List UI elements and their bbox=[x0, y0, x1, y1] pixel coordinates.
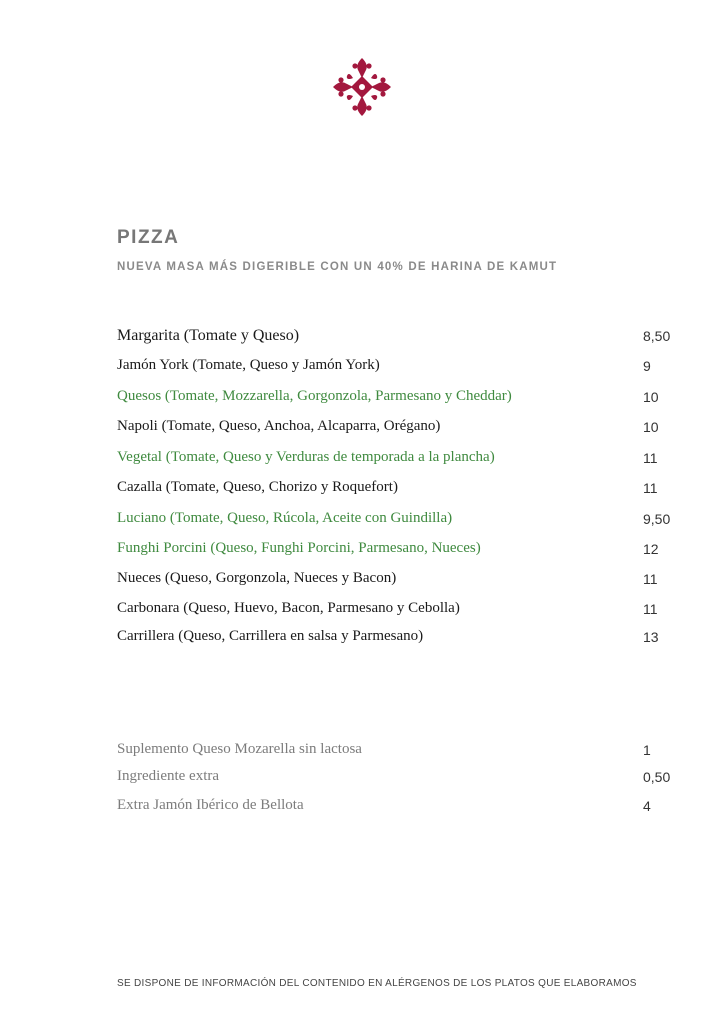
item-price: 10 bbox=[643, 389, 659, 405]
list-item bbox=[117, 479, 673, 501]
item-price: 11 bbox=[643, 571, 658, 587]
list-item bbox=[117, 797, 673, 819]
item-name: Vegetal (Tomate, Queso y Verduras de temporada a la plancha) bbox=[117, 449, 495, 465]
list-item bbox=[117, 741, 673, 763]
fleur-cross-icon bbox=[331, 56, 393, 118]
list-item bbox=[117, 540, 673, 562]
list-item bbox=[117, 510, 673, 532]
item-price: 11 bbox=[643, 601, 658, 617]
list-item bbox=[117, 570, 673, 592]
extra-price: 0,50 bbox=[643, 769, 671, 785]
item-name: Luciano (Tomate, Queso, Rúcola, Aceite con Guindilla) bbox=[117, 510, 453, 526]
section-title: PIZZA bbox=[117, 227, 180, 248]
item-name: Jamón York (Tomate, Queso y Jamón York) bbox=[117, 357, 380, 373]
extra-price: 4 bbox=[643, 798, 651, 814]
item-name: Margarita (Tomate y Queso) bbox=[117, 327, 300, 344]
section-subtitle: NUEVA MASA MÁS DIGERIBLE CON UN 40% DE HARINA DE KAMUT bbox=[117, 261, 558, 273]
item-price: 9,50 bbox=[643, 511, 671, 527]
allergen-notice: SE DISPONE DE INFORMACIÓN DEL CONTENIDO EN ALÉRGENOS DE LOS PLATOS QUE ELABORAMOS bbox=[117, 978, 637, 989]
item-name: Carbonara (Queso, Huevo, Bacon, Parmesano y Cebolla) bbox=[117, 600, 460, 616]
list-item bbox=[117, 418, 673, 440]
item-price: 10 bbox=[643, 419, 659, 435]
extra-price: 1 bbox=[643, 742, 651, 758]
item-name: Nueces (Queso, Gorgonzola, Nueces y Bacon) bbox=[117, 570, 397, 586]
item-name: Funghi Porcini (Queso, Funghi Porcini, Parmesano, Nueces) bbox=[117, 540, 481, 556]
item-price: 11 bbox=[643, 450, 658, 466]
list-item bbox=[117, 357, 673, 379]
extra-name: Extra Jamón Ibérico de Bellota bbox=[117, 797, 304, 813]
item-price: 11 bbox=[643, 480, 658, 496]
item-name: Carrillera (Queso, Carrillera en salsa y Parmesano) bbox=[117, 628, 424, 644]
list-item bbox=[117, 768, 673, 790]
item-name: Quesos (Tomate, Mozzarella, Gorgonzola, Parmesano y Cheddar) bbox=[117, 388, 512, 404]
item-price: 13 bbox=[643, 629, 659, 645]
list-item bbox=[117, 388, 673, 410]
item-name: Cazalla (Tomate, Queso, Chorizo y Roquefort) bbox=[117, 479, 398, 495]
list-item bbox=[117, 449, 673, 471]
item-price: 9 bbox=[643, 358, 651, 374]
extra-name: Ingrediente extra bbox=[117, 768, 220, 784]
item-name: Napoli (Tomate, Queso, Anchoa, Alcaparra, Orégano) bbox=[117, 418, 441, 434]
item-price: 12 bbox=[643, 541, 659, 557]
list-item bbox=[117, 327, 673, 349]
item-price: 8,50 bbox=[643, 328, 671, 344]
list-item bbox=[117, 600, 673, 622]
extra-name: Suplemento Queso Mozarella sin lactosa bbox=[117, 741, 362, 757]
list-item bbox=[117, 628, 673, 650]
